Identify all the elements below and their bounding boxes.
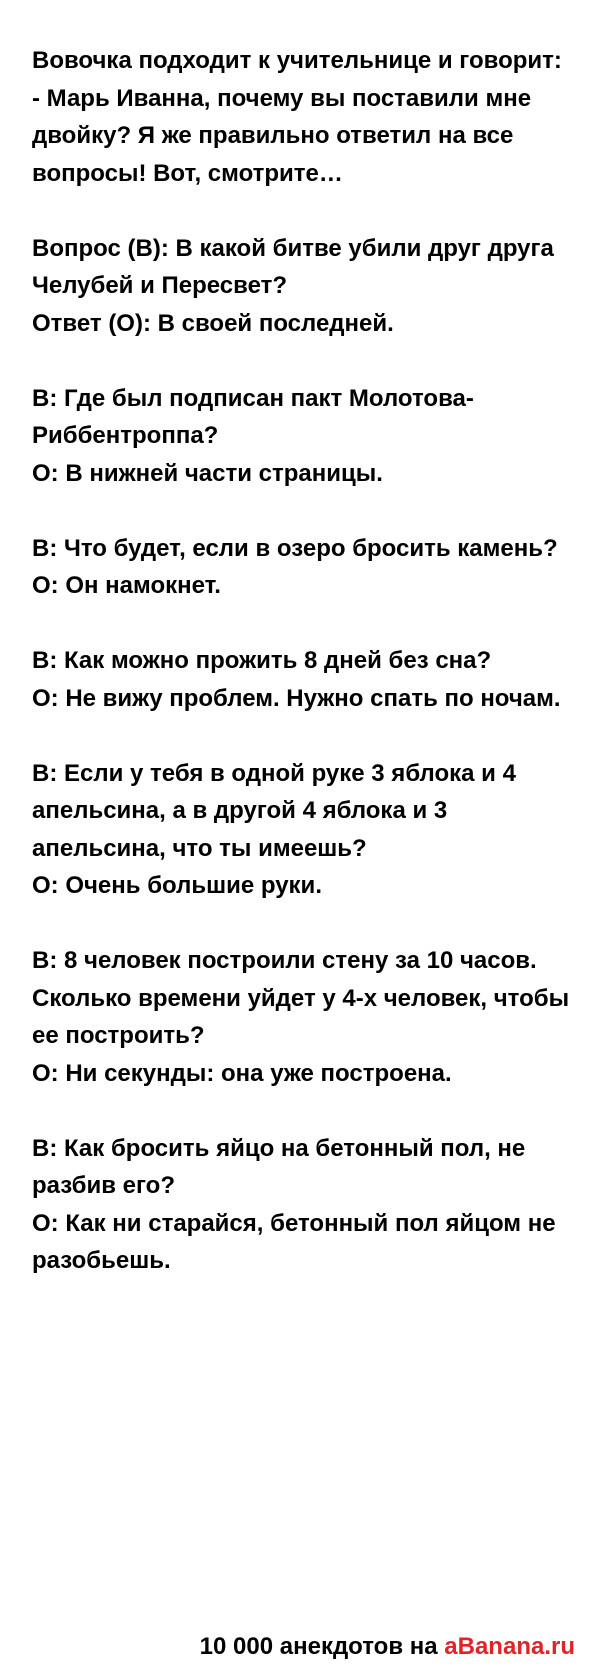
footer-prefix: 10 000 анекдотов на [199, 1633, 445, 1660]
joke-text: Вовочка подходит к учительнице и говорит: - Марь Иванна, почему вы поставили мне двойку? Я же правильно ответил на все вопросы! Вот, смотрите… Вопрос (В): В какой битве убили друг друга Челубей и Пересвет? Ответ (О): В своей последней. В: Где был подписан пакт Молотова-Риббентроппа? О: В нижней части страницы. В: Что будет, если в озеро бросить камень? О: Он намокнет. В: Как можно прожить 8 дней без сна? О: Не вижу проблем. Нужно спать по ночам. В: Если у тебя в одной руке 3 яблока и 4 апельсина, а в другой 4 яблока и 3 апельсина, что ты имеешь? О: Очень большие руки. В: 8 человек построили стену за 10 часов. Сколько времени уйдет у 4-х человек, чтобы ее построить? О: Ни секунды: она уже построена. В: Как бросить яйцо на бетонный пол, не разбив его? О: Как ни старайся, бетонный пол яйцом не разобьешь. [32, 47, 570, 1274]
footer-caption [200, 1632, 575, 1662]
site-brand-link[interactable]: aBanana.ru [444, 1633, 575, 1660]
